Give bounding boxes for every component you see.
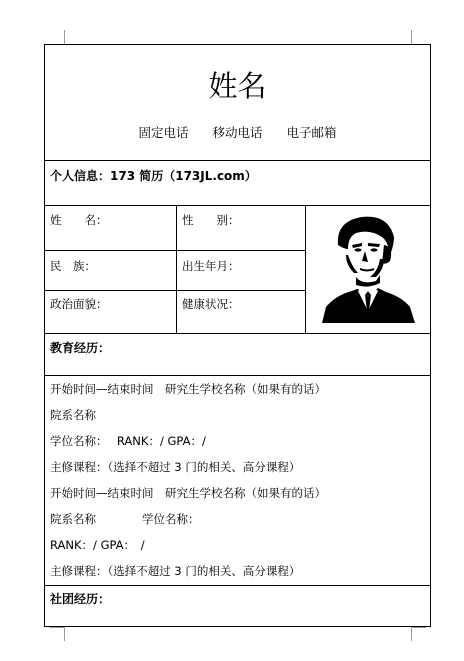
education-line: 院系名称 学位名称： <box>50 512 200 526</box>
name-title: 姓名 <box>208 69 267 103</box>
education-line: 开始时间—结束时间 研究生学校名称（如果有的话） <box>50 486 326 500</box>
divider-header <box>45 160 430 161</box>
health-field-label: 健康状况： <box>182 297 240 311</box>
name-field-label: 姓 名： <box>50 213 108 227</box>
crop-mark-top-right-v <box>411 30 412 44</box>
club-title: 社团经历： <box>50 592 111 606</box>
email-label: 电子邮箱 <box>286 125 337 140</box>
landline-label: 固定电话 <box>138 125 189 140</box>
education-line: 主修课程：（选择不超过 3 门的相关、高分课程） <box>50 460 301 474</box>
divider-club <box>45 585 430 586</box>
education-line: 院系名称 <box>50 408 96 422</box>
portrait-photo <box>322 215 415 323</box>
divider-personal-title <box>45 205 430 206</box>
divider-col2 <box>305 205 306 333</box>
education-line: RANK：/ GPA： / <box>50 538 145 552</box>
crop-mark-bottom-left-v <box>64 627 65 641</box>
birth-field-label: 出生年月： <box>182 259 240 273</box>
crop-mark-top-left-v <box>64 30 65 44</box>
crop-mark-bottom-right-v <box>411 627 412 641</box>
personal-info-title: 个人信息：173 简历（173JL.com） <box>50 169 257 183</box>
education-title: 教育经历： <box>50 341 111 355</box>
crop-mark-bottom-left-h <box>50 627 64 628</box>
crop-mark-bottom-right-h <box>412 627 426 628</box>
mobile-label: 移动电话 <box>212 125 263 140</box>
politics-field-label: 政治面貌： <box>50 297 108 311</box>
contact-line <box>45 123 430 141</box>
divider-col1 <box>176 205 177 333</box>
education-line: 开始时间—结束时间 研究生学校名称（如果有的话） <box>50 382 326 396</box>
divider-personal-end <box>45 333 430 334</box>
gender-field-label: 性 别： <box>182 213 240 227</box>
education-line: 主修课程：（选择不超过 3 门的相关、高分课程） <box>50 564 301 578</box>
resume-table <box>44 44 431 627</box>
divider-row1 <box>45 250 305 251</box>
divider-row2 <box>45 290 305 291</box>
ethnicity-field-label: 民 族： <box>50 259 96 273</box>
education-line: 学位名称： RANK：/ GPA：/ <box>50 434 206 448</box>
divider-education-title <box>45 375 430 376</box>
